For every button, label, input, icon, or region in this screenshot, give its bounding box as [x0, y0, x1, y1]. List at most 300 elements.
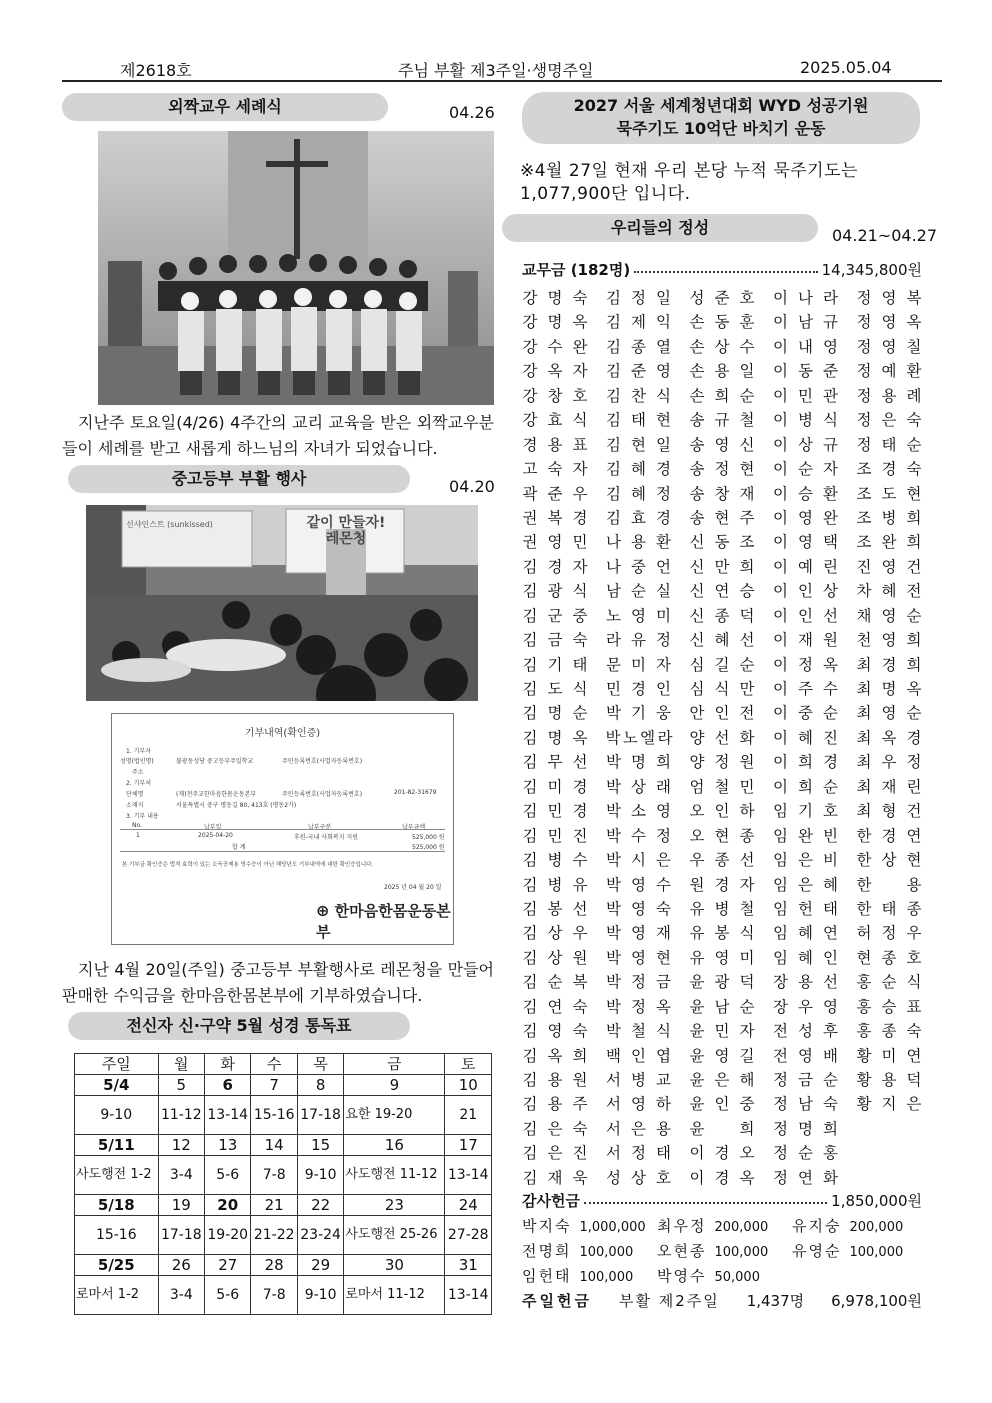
donor-name: 김 은 숙 — [522, 1119, 588, 1138]
thanks-value: 50,000 — [714, 1270, 760, 1285]
donor-name: 조 병 희 — [856, 508, 922, 527]
table-cell: 17 — [445, 1135, 492, 1156]
receipt-section-2: 2. 기부처 — [126, 780, 152, 787]
donor-name: 강 창 호 — [522, 386, 588, 405]
donor-name: 박 시 은 — [606, 851, 671, 870]
thanks-entry — [657, 1264, 787, 1288]
name-row — [522, 1141, 922, 1165]
donor-name: 윤 희 — [689, 1119, 755, 1138]
receipt-rule-2 — [120, 851, 445, 852]
donor-name: 김 군 중 — [522, 606, 588, 625]
table-cell: 7 — [251, 1075, 297, 1096]
donor-name: 손 용 일 — [689, 362, 755, 381]
donor-name: 윤 광 덕 — [689, 973, 755, 992]
donor-name: 강 명 숙 — [522, 289, 588, 307]
banner-text: 같이 만들자! 레몬청 — [306, 515, 386, 547]
receipt-note: 본 기부금 확인증은 법적 효력이 있는 소득공제용 영수증이 아닌 해당년도 기부내역에 대한 확인증입니다. — [122, 862, 374, 868]
thanks-name: 최우정 — [657, 1217, 707, 1235]
receipt-org: (재)천주교한마음한몸운동본부 — [176, 791, 257, 798]
baptism-date: 04.26 — [449, 103, 495, 122]
donor-name: 손 희 순 — [689, 386, 755, 405]
donor-name: 임 혜 인 — [773, 948, 838, 967]
name-row — [522, 653, 922, 677]
thanks-row — [522, 1264, 922, 1288]
receipt-title: 기부내역(확인증) — [244, 728, 321, 739]
donor-name: 김 태 현 — [606, 411, 671, 430]
name-row — [522, 775, 922, 799]
donor-name: 유 병 철 — [689, 899, 755, 918]
name-row — [522, 433, 922, 457]
dots-leader — [634, 271, 817, 273]
bible-heading: 전신자 신·구약 5월 성경 통독표 — [68, 1012, 410, 1040]
thanks-value: 100,000 — [849, 1245, 904, 1260]
name-row — [522, 310, 922, 334]
table-cell: 7-8 — [251, 1276, 297, 1315]
donor-name: 고 숙 자 — [522, 460, 588, 479]
table-cell: 21 — [445, 1096, 492, 1135]
donor-name: 이 중 순 — [773, 704, 838, 723]
donor-name: 박 기 웅 — [606, 704, 671, 723]
name-row — [522, 506, 922, 530]
logo-mark-icon: ⊕ — [316, 901, 330, 920]
donor-name: 신 종 덕 — [689, 606, 755, 625]
donor-name: 김 기 태 — [522, 655, 588, 674]
donor-name: 이 주 수 — [773, 680, 838, 698]
donor-name: 성 상 호 — [606, 1168, 671, 1187]
donor-name: 이 순 자 — [773, 460, 838, 479]
donor-name: 서 정 태 — [606, 1144, 671, 1163]
donor-name: 김 용 원 — [522, 1071, 588, 1089]
donor-name: 김 은 진 — [522, 1144, 588, 1163]
table-cell: 31 — [445, 1255, 492, 1276]
donor-name: 노 영 미 — [606, 606, 671, 625]
donor-names-list — [522, 286, 922, 1190]
donor-name: 유 영 미 — [689, 948, 755, 967]
donor-name: 손 동 훈 — [689, 313, 755, 332]
header-divider — [62, 80, 942, 82]
donor-name: 천 영 희 — [856, 631, 922, 650]
donor-name: 장 우 영 — [773, 997, 838, 1016]
sunday-count: 1,437명 — [746, 1292, 805, 1310]
donor-name: 박 영 수 — [606, 875, 671, 894]
dues-label: 교무금 (182명) — [522, 261, 631, 279]
donor-name: 신 연 승 — [689, 582, 755, 601]
donor-name: 김 상 우 — [522, 924, 588, 943]
donor-name: 이 희 경 — [773, 753, 838, 772]
table-cell: 27 — [205, 1255, 251, 1276]
donor-name: 박 상 래 — [606, 777, 671, 796]
bible-reading-table — [74, 1053, 492, 1315]
table-cell: 5/4 — [75, 1075, 159, 1096]
donor-name: 엄 철 민 — [689, 777, 755, 796]
donor-name: 이 인 상 — [773, 582, 838, 601]
name-row — [522, 1166, 922, 1190]
receipt-sum-label: 합 계 — [232, 844, 246, 851]
name-row — [522, 628, 922, 652]
donor-name: 박 정 금 — [606, 973, 671, 992]
donor-name: 이 정 옥 — [773, 655, 838, 674]
thanks-name: 박지숙 — [522, 1217, 572, 1235]
col-thu: 목 — [297, 1054, 343, 1075]
donor-name: 이 예 린 — [773, 557, 838, 576]
table-cell: 5/18 — [75, 1195, 159, 1216]
easter-text: 지난 4월 20일(주일) 중고등부 부활행사로 레몬청을 만들어 판매한 수익금을 한마음한몸본부에 기부하였습니다. — [62, 960, 494, 1005]
donor-name: 조 완 희 — [856, 533, 922, 552]
donor-name: 서 은 용 — [606, 1119, 671, 1138]
table-cell: 11-12 — [158, 1096, 204, 1135]
name-row — [522, 799, 922, 823]
donor-name: 임 완 빈 — [773, 826, 838, 845]
donor-name: 윤 남 순 — [689, 997, 755, 1016]
donor-name: 경 용 표 — [522, 435, 588, 454]
thanks-name: 유영순 — [792, 1242, 842, 1260]
name-row — [522, 579, 922, 603]
table-cell: 13 — [205, 1135, 251, 1156]
donor-name: 김 순 복 — [522, 973, 588, 992]
donor-name: 정 태 순 — [856, 435, 922, 454]
donor-name: 유 봉 식 — [689, 924, 755, 943]
donor-name: 이 영 완 — [773, 508, 838, 527]
receipt-th-type: 납부구분 — [308, 824, 332, 831]
donor-name: 전 성 후 — [773, 1022, 838, 1041]
donor-name: 정 영 옥 — [856, 313, 922, 332]
donor-name: 한 상 현 — [856, 851, 922, 870]
donor-name: 최 형 건 — [856, 802, 922, 821]
donor-name: 김 정 일 — [606, 289, 671, 307]
receipt-row-date: 2025-04-20 — [198, 832, 233, 839]
donor-name: 서 병 교 — [606, 1071, 671, 1089]
donor-name: 원 경 자 — [689, 875, 755, 894]
donor-name: 김 명 순 — [522, 704, 588, 723]
donor-name: 송 현 주 — [689, 508, 755, 527]
donor-name: 박 노 엘 라 — [605, 728, 673, 747]
table-cell: 5-6 — [205, 1276, 251, 1315]
table-reading-row — [75, 1216, 492, 1255]
donor-name: 이 경 오 — [689, 1144, 755, 1163]
thanks-row — [522, 1239, 922, 1263]
receipt-regno: 201-82-31679 — [394, 789, 437, 796]
table-cell: 7-8 — [251, 1156, 297, 1195]
donor-name: 진 영 건 — [856, 557, 922, 576]
donor-name: 이 내 영 — [773, 337, 838, 356]
donor-name: 전 영 배 — [773, 1046, 838, 1065]
receipt-label-name: 성명(법인명) — [120, 758, 154, 765]
donor-name: 김 민 경 — [522, 802, 588, 821]
donor-name: 정 영 칠 — [856, 337, 922, 356]
table-cell: 27-28 — [445, 1216, 492, 1255]
donor-name: 오 인 하 — [689, 802, 755, 821]
name-row — [522, 970, 922, 994]
name-row — [522, 1068, 922, 1092]
donor-name: 신 혜 선 — [689, 631, 755, 650]
table-cell: 13-14 — [445, 1156, 492, 1195]
donor-name: 최 경 희 — [856, 655, 922, 674]
donor-name: 홍 종 숙 — [856, 1022, 922, 1041]
donor-name: 나 용 환 — [606, 533, 671, 552]
table-cell: 15-16 — [251, 1096, 297, 1135]
donor-name: 현 종 호 — [856, 948, 922, 967]
donor-name: 황 지 은 — [856, 1095, 922, 1114]
name-row — [522, 824, 922, 848]
table-cell: 19-20 — [205, 1216, 251, 1255]
donor-name: 김 무 선 — [522, 753, 588, 772]
donor-name — [856, 1166, 922, 1190]
table-cell: 14 — [251, 1135, 297, 1156]
donor-name: 오 현 종 — [689, 826, 755, 845]
donor-name: 이 인 선 — [773, 606, 838, 625]
table-cell: 3-4 — [158, 1276, 204, 1315]
donor-name: 안 인 전 — [689, 704, 755, 723]
donor-name: 이 혜 진 — [773, 728, 838, 747]
donor-name: 조 도 현 — [856, 484, 922, 503]
receipt-label-regno: 주민등록번호(사업자등록번호) — [282, 758, 363, 765]
table-cell: 26 — [158, 1255, 204, 1276]
col-tue: 화 — [205, 1054, 251, 1075]
name-row — [522, 482, 922, 506]
donor-name: 송 창 재 — [689, 484, 755, 503]
wyd-banner — [522, 92, 920, 144]
sunday-desc: 부활 제2주일 — [618, 1292, 720, 1310]
donor-name: 홍 승 표 — [856, 997, 922, 1016]
name-row — [522, 848, 922, 872]
donor-name: 이 희 순 — [773, 777, 838, 796]
donor-name: 김 민 진 — [522, 826, 588, 845]
table-cell: 24 — [445, 1195, 492, 1216]
donor-name: 이 남 규 — [773, 313, 838, 332]
col-wed: 수 — [251, 1054, 297, 1075]
donor-name: 권 복 경 — [522, 508, 588, 527]
donor-name: 최 옥 경 — [856, 728, 922, 747]
name-row — [522, 286, 922, 310]
donor-name: 채 영 순 — [856, 606, 922, 625]
name-row — [522, 726, 922, 750]
name-row — [522, 530, 922, 554]
table-cell: 13-14 — [445, 1276, 492, 1315]
banner-small-text: 선샤인스트 (sunkissed) — [126, 520, 213, 529]
donor-name: 최 명 옥 — [856, 680, 922, 698]
table-cell: 15-16 — [75, 1216, 159, 1255]
thanks-name: 박영수 — [657, 1267, 707, 1285]
donor-name: 황 용 덕 — [856, 1071, 922, 1089]
donor-name: 황 미 연 — [856, 1046, 922, 1065]
table-cell: 23-24 — [297, 1216, 343, 1255]
name-row — [522, 1117, 922, 1141]
thanks-value: 1,000,000 — [579, 1220, 646, 1235]
donor-name: 양 정 원 — [689, 753, 755, 772]
table-cell: 29 — [297, 1255, 343, 1276]
donor-name: 이 영 택 — [773, 533, 838, 552]
donor-name: 나 중 언 — [606, 557, 671, 576]
donor-name: 신 동 조 — [689, 533, 755, 552]
donor-name: 장 용 선 — [773, 973, 838, 992]
donor-name: 임 은 혜 — [773, 875, 838, 894]
donor-name: 송 규 철 — [689, 411, 755, 430]
donor-name: 이 승 환 — [773, 484, 838, 503]
table-reading-row — [75, 1096, 492, 1135]
thanks-entry — [657, 1239, 787, 1263]
donor-name: 조 경 숙 — [856, 460, 922, 479]
table-cell: 8 — [297, 1075, 343, 1096]
name-row — [522, 995, 922, 1019]
donor-name: 정 용 례 — [856, 386, 922, 405]
donor-name: 임 은 비 — [773, 851, 838, 870]
donor-name: 김 용 주 — [522, 1095, 588, 1114]
table-cell: 22 — [297, 1195, 343, 1216]
donor-name: 최 우 정 — [856, 753, 922, 772]
col-sat: 토 — [445, 1054, 492, 1075]
donor-name: 박 철 식 — [606, 1022, 671, 1041]
donor-name: 윤 은 해 — [689, 1071, 755, 1089]
donor-name: 이 민 관 — [773, 386, 838, 405]
col-sunday: 주일 — [75, 1054, 159, 1075]
easter-heading: 중고등부 부활 행사 — [68, 465, 410, 493]
donor-name: 김 금 숙 — [522, 631, 588, 650]
donor-name: 김 병 수 — [522, 851, 588, 870]
donor-name: 정 금 순 — [773, 1071, 838, 1089]
receipt-sum: 525,000 원 — [412, 844, 445, 851]
donor-name: 김 도 식 — [522, 680, 588, 698]
thanks-name: 임헌태 — [522, 1267, 572, 1285]
donor-name: 한 경 연 — [856, 826, 922, 845]
receipt-th-date: 납부일 — [204, 824, 222, 831]
thanks-row — [522, 1214, 922, 1238]
donor-name: 양 선 화 — [689, 728, 755, 747]
issue-date: 2025.05.04 — [800, 58, 892, 77]
name-row — [522, 555, 922, 579]
thanks-value: 100,000 — [714, 1245, 769, 1260]
thanks-value: 100,000 — [579, 1270, 634, 1285]
donor-name: 송 영 신 — [689, 435, 755, 454]
table-cell: 19 — [158, 1195, 204, 1216]
rosary-count-text: ※4월 27일 현재 우리 본당 누적 묵주기도는 1,077,900단 입니다. — [520, 161, 858, 204]
donor-name — [856, 1117, 922, 1141]
donor-name: 윤 영 길 — [689, 1046, 755, 1065]
receipt-row-type: 후원-국내 사회복지 지원 — [294, 834, 358, 841]
receipt-rule — [120, 829, 445, 830]
table-cell: 20 — [205, 1195, 251, 1216]
baptism-text: 지난주 토요일(4/26) 4주간의 교리 교육을 받은 외짝교우분들이 세례를 받고 새롭게 하느님의 자녀가 되었습니다. — [62, 413, 494, 458]
name-row — [522, 457, 922, 481]
sunday-label: 주일헌금 — [522, 1292, 592, 1310]
table-cell: 5-6 — [205, 1156, 251, 1195]
donor-name: 강 옥 자 — [522, 362, 588, 381]
donor-name: 한 태 종 — [856, 899, 922, 918]
donor-name: 이 나 라 — [773, 289, 838, 307]
table-cell: 5 — [158, 1075, 204, 1096]
dots-leader — [584, 1202, 827, 1204]
donor-name: 김 찬 식 — [606, 386, 671, 405]
name-row — [522, 384, 922, 408]
receipt-th-amount: 납부금액 — [402, 824, 426, 831]
thanks-value: 100,000 — [579, 1245, 634, 1260]
thanks-entry — [522, 1264, 652, 1288]
issue-number: 제2618호 — [120, 61, 192, 80]
table-cell: 10 — [445, 1075, 492, 1096]
donor-name: 임 혜 연 — [773, 924, 838, 943]
donor-name: 권 영 민 — [522, 533, 588, 552]
donor-name: 임 기 호 — [773, 802, 838, 821]
donor-name: 임 헌 태 — [773, 899, 838, 918]
table-cell: 21 — [251, 1195, 297, 1216]
donor-name: 김 혜 정 — [606, 484, 671, 503]
thanks-label: 감사헌금 — [522, 1192, 580, 1210]
donor-name: 김 경 자 — [522, 557, 588, 576]
sunday-collection — [522, 1289, 922, 1313]
donor-name: 김 준 영 — [606, 362, 671, 381]
donor-name: 라 유 정 — [606, 631, 671, 650]
donor-name: 김 명 옥 — [522, 728, 588, 747]
donation-receipt — [111, 713, 454, 945]
dues-total — [522, 258, 922, 282]
donor-name: 김 혜 경 — [606, 460, 671, 479]
receipt-label-org: 단체명 — [126, 791, 144, 798]
donor-name: 민 경 인 — [606, 680, 671, 698]
donor-name: 곽 준 우 — [522, 484, 588, 503]
offerings-period: 04.21~04.27 — [832, 226, 938, 245]
table-cell: 9-10 — [297, 1276, 343, 1315]
table-cell: 9 — [344, 1075, 445, 1096]
donor-name: 김 재 욱 — [522, 1168, 588, 1187]
name-row — [522, 1019, 922, 1043]
donor-name: 김 상 원 — [522, 948, 588, 967]
donor-name: 김 종 열 — [606, 337, 671, 356]
table-cell: 사도행전 25-26 — [344, 1216, 445, 1255]
donor-name: 김 미 경 — [522, 777, 588, 796]
table-cell: 28 — [251, 1255, 297, 1276]
table-cell: 5/11 — [75, 1135, 159, 1156]
receipt-label-location: 소재지 — [126, 802, 144, 809]
receipt-logo-text: 한마음한몸운동본부 — [316, 902, 451, 941]
page-title: 주님 부활 제3주일·생명주일 — [398, 61, 594, 80]
receipt-signed-date: 2025 년 04 월 20 일 — [384, 884, 442, 891]
dues-amount: 14,345,800원 — [821, 261, 922, 279]
donor-name: 차 혜 전 — [856, 582, 922, 601]
table-cell: 9-10 — [75, 1096, 159, 1135]
table-cell: 5/25 — [75, 1255, 159, 1276]
thanks-amount: 1,850,000원 — [831, 1192, 922, 1210]
donor-name: 정 은 숙 — [856, 411, 922, 430]
donor-name: 김 옥 희 — [522, 1046, 588, 1065]
donor-name: 우 종 선 — [689, 851, 755, 870]
receipt-th-no: No. — [132, 822, 142, 829]
table-date-row — [75, 1135, 492, 1156]
table-cell: 사도행전 11-12 — [344, 1156, 445, 1195]
receipt-section-1: 1. 기부자 — [126, 748, 152, 755]
donor-name: 홍 순 식 — [856, 973, 922, 992]
table-cell: 로마서 1-2 — [75, 1276, 159, 1315]
name-row — [522, 604, 922, 628]
donor-name: 성 준 호 — [689, 289, 755, 307]
donor-name: 박 소 영 — [606, 802, 671, 821]
donor-name: 박 영 재 — [606, 924, 671, 943]
donor-name: 정 예 환 — [856, 362, 922, 381]
donor-name: 박 정 옥 — [606, 997, 671, 1016]
baptism-heading: 외짝교우 세례식 — [62, 93, 388, 121]
receipt-logo — [316, 900, 453, 942]
donor-name: 김 효 경 — [606, 508, 671, 527]
donor-name: 김 봉 선 — [522, 899, 588, 918]
table-cell: 30 — [344, 1255, 445, 1276]
donor-name: 정 남 숙 — [773, 1095, 838, 1114]
thanks-value: 200,000 — [849, 1220, 904, 1235]
table-reading-row — [75, 1276, 492, 1315]
table-cell: 21-22 — [251, 1216, 297, 1255]
table-cell: 요한 19-20 — [344, 1096, 445, 1135]
easter-date: 04.20 — [449, 477, 495, 496]
donor-name: 윤 인 중 — [689, 1095, 755, 1114]
name-row — [522, 750, 922, 774]
donor-name: 심 길 순 — [689, 655, 755, 674]
